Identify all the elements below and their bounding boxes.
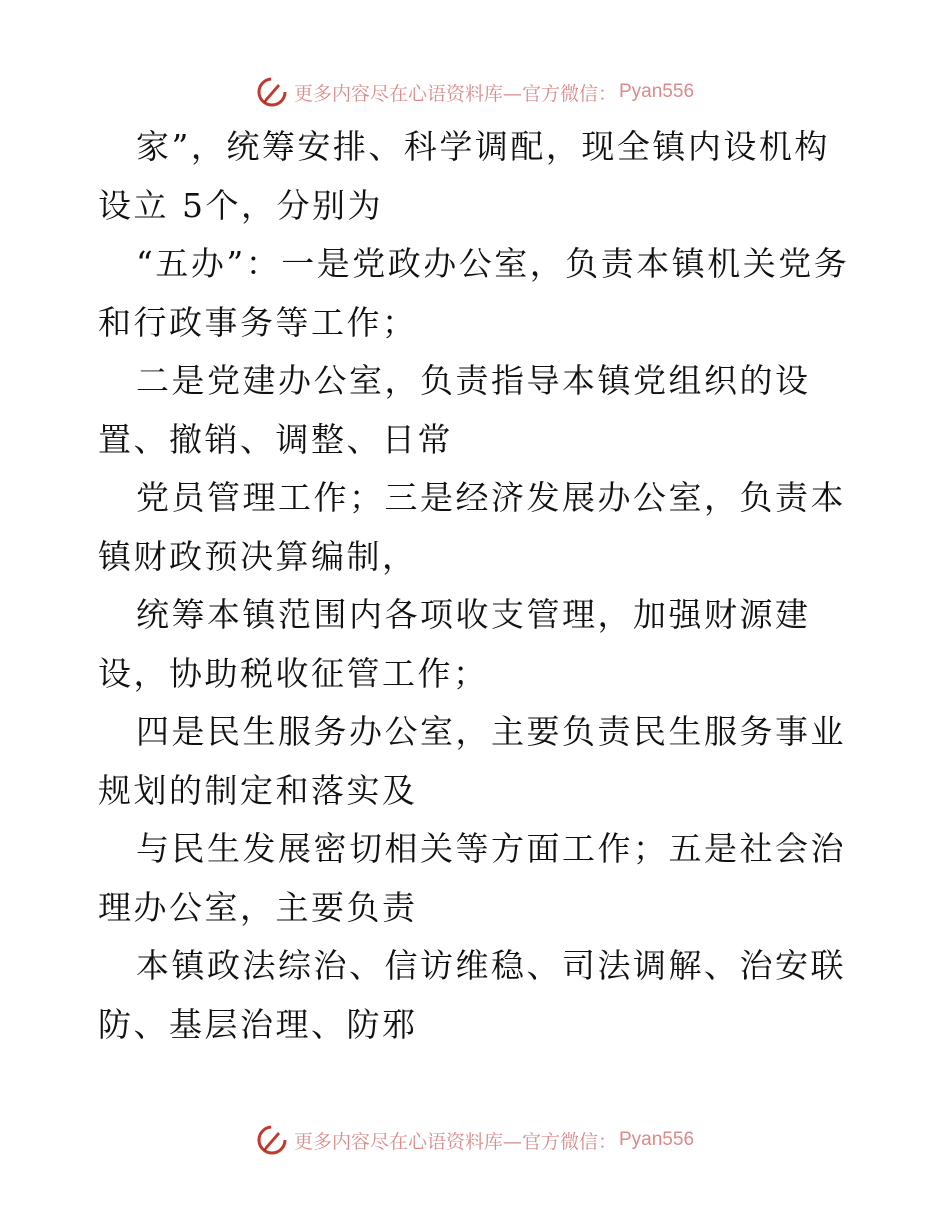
- paragraph: “五办”：一是党政办公室，负责本镇机关党务和行政事务等工作；: [98, 244, 850, 342]
- header-watermark: [0, 72, 950, 112]
- footer-watermark: [0, 1120, 950, 1160]
- watermark-wechat-id: Pyan556: [619, 81, 695, 102]
- watermark-text: 更多内容尽在心语资料库—官方微信：: [293, 1130, 617, 1153]
- paragraph: 党员管理工作；三是经济发展办公室，负责本镇财政预决算编制，: [98, 478, 846, 576]
- paragraph: 四是民生服务办公室，主要负责民生服务事业规划的制定和落实及: [98, 712, 846, 810]
- watermark-wechat-id: Pyan556: [619, 1129, 695, 1150]
- watermark-text: 更多内容尽在心语资料库—官方微信：: [293, 82, 617, 105]
- paragraph: 本镇政法综治、信访维稳、司法调解、治安联防、基层治理、防邪: [98, 946, 846, 1044]
- paragraph: 统筹本镇范围内各项收支管理，加强财源建设，协助税收征管工作；: [98, 595, 811, 693]
- quill-logo-icon: [256, 76, 288, 108]
- quill-logo-icon: [256, 1124, 288, 1156]
- paragraph: 二是党建办公室，负责指导本镇党组织的设置、撤销、调整、日常: [98, 361, 811, 459]
- document-body: [98, 118, 858, 1054]
- paragraph: 与民生发展密切相关等方面工作；五是社会治理办公室，主要负责: [98, 829, 846, 927]
- paragraph: 家”，统筹安排、科学调配，现全镇内设机构设立 5个，分别为: [98, 127, 830, 225]
